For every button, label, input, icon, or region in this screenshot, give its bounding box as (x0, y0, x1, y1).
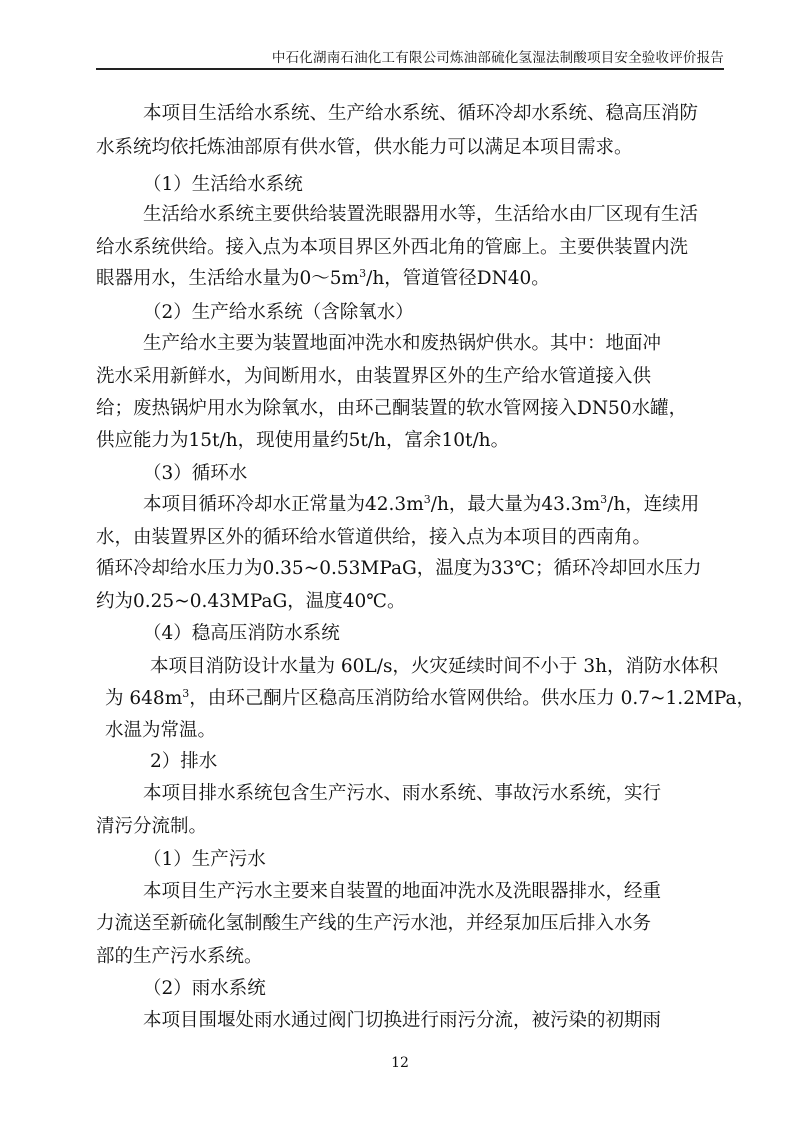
body-line: 水，由装置界区外的循环给水管道供给，接入点为本项目的西南角。 (96, 527, 652, 548)
body-line: 本项目围堰处雨水通过阀门切换进行雨污分流，被污染的初期雨 (143, 1010, 662, 1031)
body-line: 生活给水系统主要供给装置洗眼器用水等，生活给水由厂区现有生活 (143, 204, 699, 225)
body-line: 本项目生产污水主要来自装置的地面冲洗水及洗眼器排水，经重 (143, 881, 662, 902)
subheading: （1）生活给水系统 (143, 174, 303, 195)
subheading: （1）生产污水 (143, 849, 266, 870)
subheading: 2）排水 (150, 751, 218, 772)
body-line: 本项目消防设计水量为 60L/s，火灾延续时间不小于 3h，消防水体积 (150, 656, 719, 677)
subheading: （2）生产给水系统（含除氧水） (143, 302, 414, 323)
body-line: 部的生产污水系统。 (96, 946, 263, 967)
body-line: 约为0.25~0.43MPaG，温度40℃。 (96, 591, 406, 612)
body-line: 本项目生活给水系统、生产给水系统、循环冷却水系统、稳高压消防 (143, 103, 699, 124)
body-line: 洗水采用新鲜水，为间断用水，由装置界区外的生产给水管道接入供 (96, 366, 652, 387)
subheading: （4）稳高压消防水系统 (143, 623, 340, 644)
body-line: 水系统均依托炼油部原有供水管，供水能力可以满足本项目需求。 (96, 137, 633, 158)
body-line: 供应能力为15t/h，现使用量约5t/h，富余10t/h。 (96, 430, 510, 451)
body-line: 力流送至新硫化氢制酸生产线的生产污水池，并经泵加压后排入水务 (96, 913, 652, 934)
body-line: 水温为常温。 (105, 720, 217, 741)
body-line: 眼器用水，生活给水量为$0\sim 5m^3/h$，管道管径DN40。 (96, 266, 550, 289)
subheading: （3）循环水 (143, 463, 248, 484)
subheading: （2）雨水系统 (143, 978, 266, 999)
body-line: 给水系统供给。接入点为本项目界区外西北角的管廊上。主要供装置内洗 (96, 237, 689, 258)
body-line: 循环冷却给水压力为0.35~0.53MPaG，温度为33℃；循环冷却回水压力 (96, 558, 702, 579)
body-line: 本项目排水系统包含生产污水、雨水系统、事故污水系统，实行 (143, 783, 662, 804)
body-line: 生产给水主要为装置地面冲洗水和废热锅炉供水。其中：地面冲 (143, 333, 662, 354)
header-title: 中石化湖南石油化工有限公司炼油部硫化氢湿法制酸项目安全验收评价报告 (271, 50, 724, 66)
page-header (96, 46, 724, 70)
body-line: 为 $648m^3$，由环己酮片区稳高压消防给水管网供给。供水压力 0.7~1.2MPa， (105, 686, 756, 709)
body-line: 清污分流制。 (96, 816, 208, 837)
page-number: 12 (391, 1055, 409, 1071)
body-line: 给；废热锅炉用水为除氧水，由环己酮装置的软水管网接入DN50水罐， (96, 398, 688, 419)
body-line: 本项目循环冷却水正常量为$42.3m^3/h$，最大量为$43.3m^3/h$，连续用 (143, 492, 700, 515)
